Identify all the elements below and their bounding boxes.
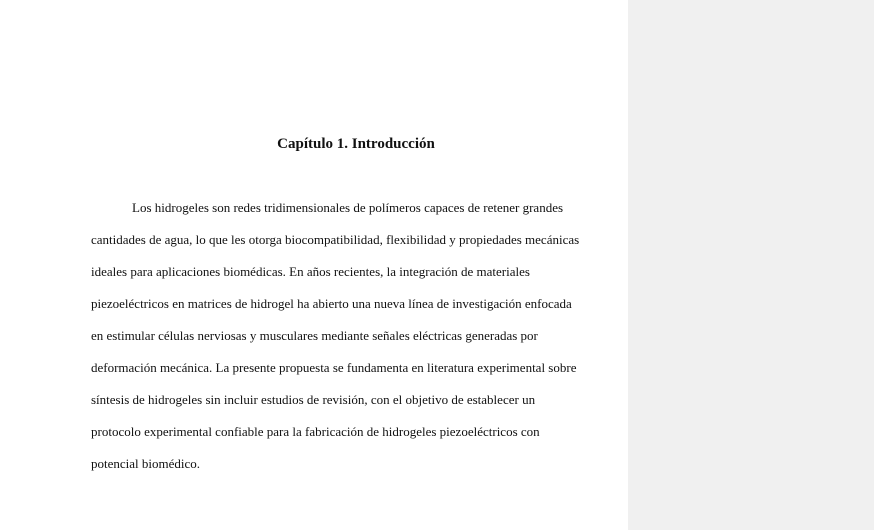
- paragraph-line: piezoeléctricos en matrices de hidrogel ha abierto una nueva línea de investigación enfocada: [91, 296, 572, 311]
- paragraph-line: síntesis de hidrogeles sin incluir estudios de revisión, con el objetivo de establecer un: [91, 392, 536, 407]
- paragraph-line: cantidades de agua, lo que les otorga biocompatibilidad, flexibilidad y propiedades mecánicas: [91, 232, 580, 247]
- paragraph-line: potencial biomédico.: [91, 456, 201, 471]
- introduction-paragraph: [91, 198, 621, 486]
- side-panel: [628, 0, 874, 530]
- paragraph-line: deformación mecánica. La presente propuesta se fundamenta en literatura experimental sobre: [91, 360, 577, 375]
- chapter-title: Capítulo 1. Introducción: [277, 136, 435, 152]
- paragraph-line: Los hidrogeles son redes tridimensionales de polímeros capaces de retener grandes: [132, 200, 564, 215]
- paragraph-line: en estimular células nerviosas y musculares mediante señales eléctricas generadas por: [91, 328, 538, 343]
- paragraph-line: ideales para aplicaciones biomédicas. En años recientes, la integración de materiales: [91, 264, 530, 279]
- paragraph-line: protocolo experimental confiable para la fabricación de hidrogeles piezoeléctricos con: [91, 424, 540, 439]
